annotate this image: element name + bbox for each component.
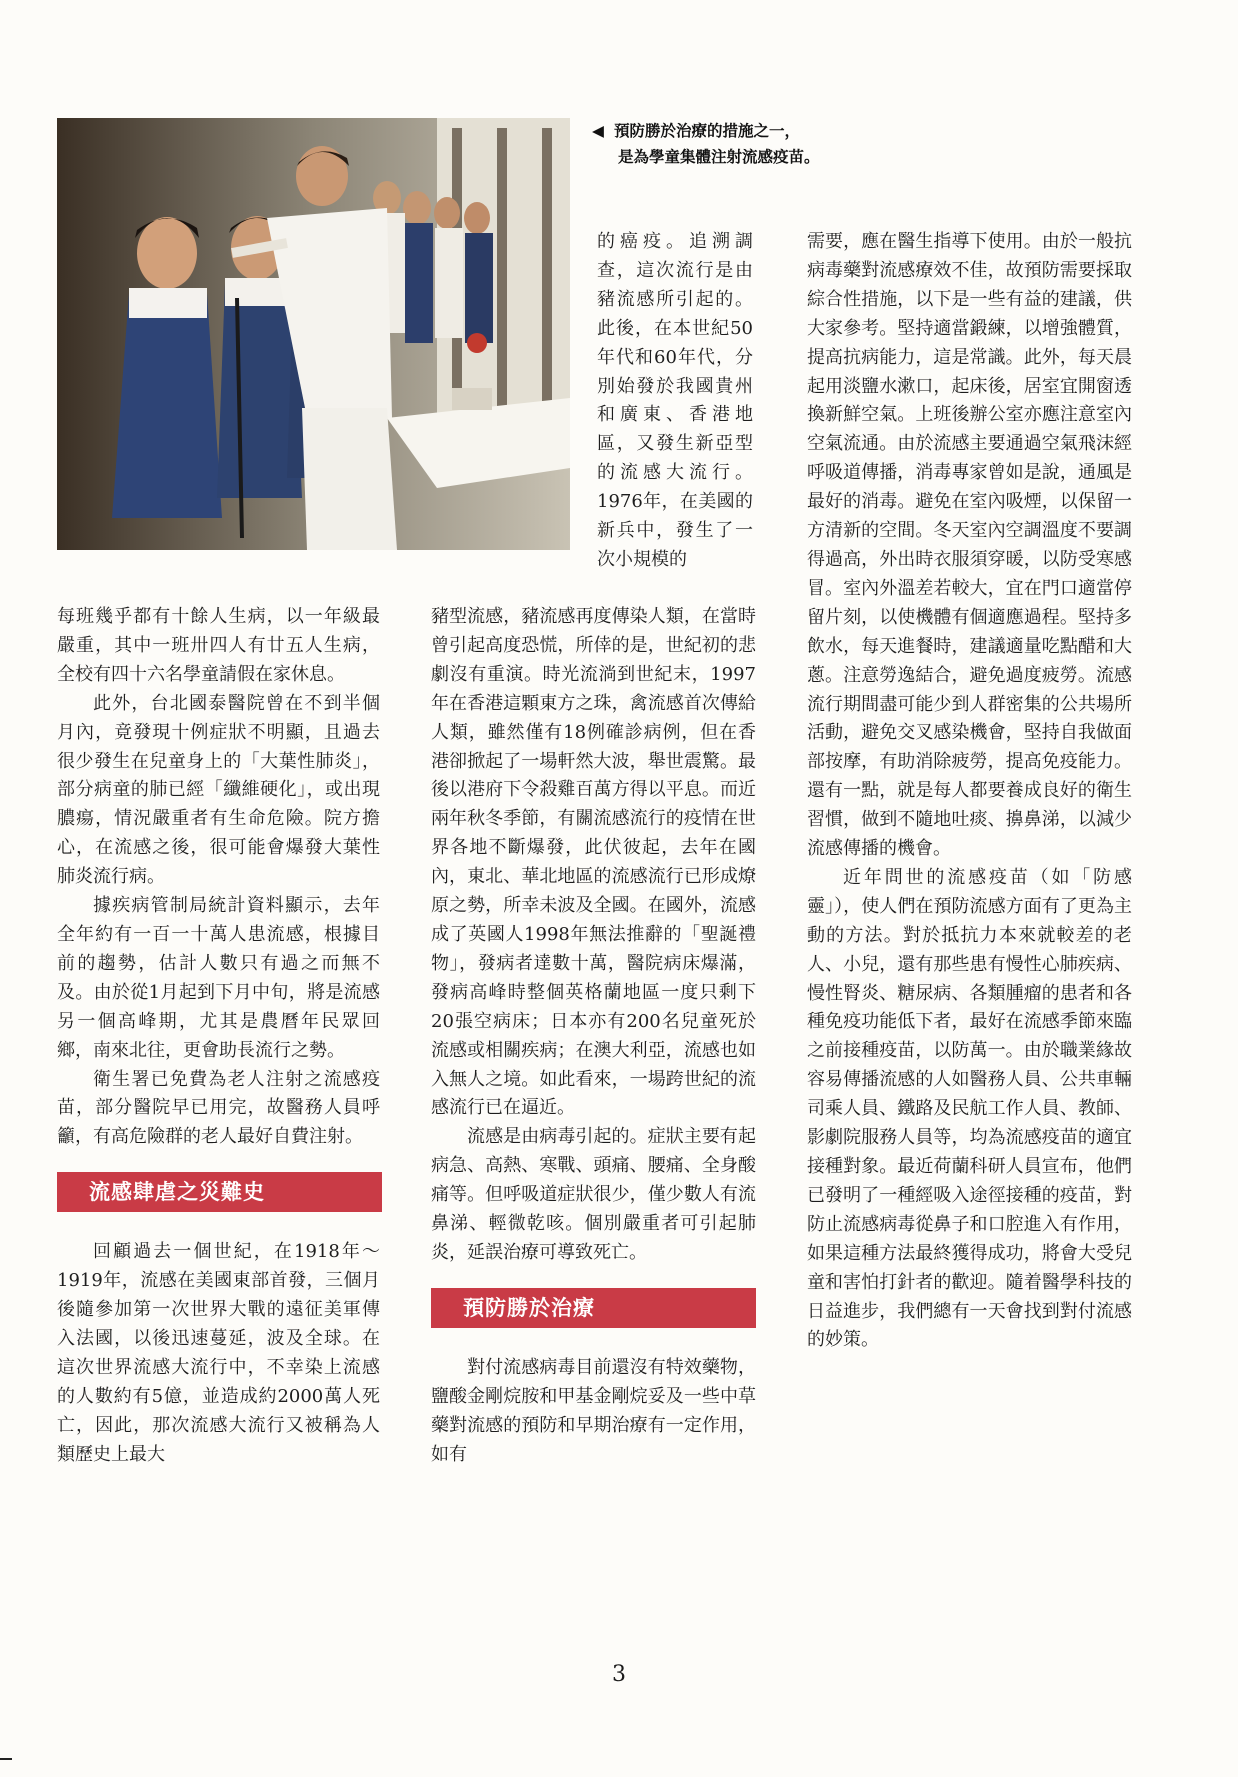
paragraph: 需要，應在醫生指導下使用。由於一般抗病毒藥對流感療效不佳，故預防需要採取綜合性措施，以下是一些有益的建議，供大家參考。堅持適當鍛練，以增強體質，提高抗病能力，這是常識。此外，每天晨起用淡鹽水漱口，起床後，居室宜開窗透換新鮮空氣。上班後辦公室亦應注意室內空氣流通。由於流感主要通過空氣飛沫經呼吸道傳播，消毒專家曾如是說，通風是最好的消毒。避免在室內吸煙，以保留一方清新的空間。冬天室內空調溫度不要調得過高，外出時衣服須穿暖，以防受寒感冒。室內外溫差若較大，宜在門口適當停留片刻，以使機體有個適應過程。堅持多飲水，每天進餐時，建議適量吃點醋和大蔥。注意勞逸結合，避免過度疲勞。流感流行期間盡可能少到人群密集的公共場所活動，避免交叉感染機會，堅持自我做面部按摩，有助消除疲勞，提高免疫能力。還有一點，就是每人都要養成良好的衛生習慣，做到不隨地吐痰、擤鼻涕，以減少流感傳播的機會。 bbox=[807, 231, 1132, 860]
paragraph: 每班幾乎都有十餘人生病，以一年級最嚴重，其中一班卅四人有廿五人生病，全校有四十六名學童請假在家休息。 bbox=[57, 606, 380, 685]
middle-column-top bbox=[597, 228, 753, 575]
paragraph: 此外，台北國泰醫院曾在不到半個月內，竟發現十例症狀不明顯，且過去很少發生在兒童身上的「大葉性肺炎」，部分病童的肺已經「纖維硬化」，或出現膿瘍，情況嚴重者有生命危險。院方擔心，在流感之後，很可能會爆發大葉性肺炎流行病。 bbox=[57, 692, 380, 888]
paragraph: 的癌疫。追溯調查，這次流行是由豬流感所引起的。此後，在本世紀50年代和60年代，分別始發於我國貴州和廣東、香港地區，又發生新亞型的流感大流行。1976年，在美國的新兵中，發生了一次小規模的 bbox=[597, 231, 753, 570]
paragraph: 對付流感病毒目前還沒有特效藥物，鹽酸金剛烷胺和甲基金剛烷妥及一些中草藥對流感的預防和早期治療有一定作用，如有 bbox=[431, 1356, 756, 1465]
paragraph: 流感是由病毒引起的。症狀主要有起病急、高熱、寒戰、頭痛、腰痛、全身酸痛等。但呼吸道症狀很少，僅少數人有流鼻涕、輕微乾咳。個別嚴重者可引起肺炎，延誤治療可導致死亡。 bbox=[431, 1126, 756, 1263]
paragraph: 衛生署已免費為老人注射之流感疫苗，部分醫院早已用完，故醫務人員呼籲，有高危險群的老人最好自費注射。 bbox=[57, 1068, 380, 1148]
section-heading-prevention: 預防勝於治療 bbox=[431, 1288, 756, 1328]
vaccination-photo bbox=[57, 118, 570, 550]
paragraph: 據疾病管制局統計資料顯示，去年全年約有一百一十萬人患流感，根據目前的趨勢，估計人數只有過之而無不及。由於從1月起到下月中旬，將是流感另一個高峰期，尤其是農曆年民眾回鄉，南來北往，更會助長流行之勢。 bbox=[57, 895, 380, 1061]
paragraph: 豬型流感，豬流感再度傳染人類，在當時曾引起高度恐慌，所倖的是，世紀初的悲劇沒有重演。時光流淌到世紀末，1997年在香港這顆東方之珠，禽流感首次傳給人類，雖然僅有18例確診病例，但在香港卻掀起了一場軒然大波，舉世震驚。最後以港府下令殺雞百萬方得以平息。而近兩年秋冬季節，有關流感流行的疫情在世界各地不斷爆發，此伏彼起，去年在國內，東北、華北地區的流感流行已形成燎原之勢，所幸未波及全國。在國外，流感成了英國人1998年無法推辭的「聖誕禮物」，發病者達數十萬，醫院病床爆滿，發病高峰時整個英格蘭地區一度只剩下20張空病床；日本亦有200名兒童死於流感或相關疾病；在澳大利亞，流感也如入無人之境。如此看來，一場跨世紀的流感流行已在逼近。 bbox=[431, 606, 756, 1119]
left-column bbox=[57, 603, 380, 1469]
middle-column bbox=[431, 603, 756, 1469]
paragraph: 回顧過去一個世紀，在1918年～1919年，流感在美國東部首發，三個月後隨參加第一次世界大戰的遠征美軍傳入法國，以後迅速蔓延，波及全球。在這次世界流感大流行中，不幸染上流感的人數約有5億，並造成約2000萬人死亡，因此，那次流感大流行又被稱為人類歷史上最大 bbox=[57, 1241, 380, 1465]
caption-arrow-icon: ◀ bbox=[592, 122, 604, 140]
photo-caption bbox=[592, 118, 912, 170]
caption-line-2: 是為學童集體注射流感疫苗。 bbox=[618, 148, 820, 166]
section-heading-history: 流感肆虐之災難史 bbox=[57, 1172, 382, 1212]
caption-line-1: 預防勝於治療的措施之一， bbox=[614, 122, 801, 140]
page-number: 3 bbox=[612, 1662, 626, 1687]
paragraph: 近年問世的流感疫苗（如「防感靈」），使人們在預防流感方面有了更為主動的方法。對於抵抗力本來就較差的老人、小兒，還有那些患有慢性心肺疾病、慢性腎炎、糖尿病、各類腫瘤的患者和各種免疫功能低下者，最好在流感季節來臨之前接種疫苗，以防萬一。由於職業緣故容易傳播流感的人如醫務人員、公共車輛司乘人員、鐵路及民航工作人員、教師、影劇院服務人員等，均為流感疫苗的適宜接種對象。最近荷蘭科研人員宣布，他們已發明了一種經吸入途徑接種的疫苗，對防止流感病毒從鼻子和口腔進入有作用，如果這種方法最終獲得成功，將會大受兒童和害怕打針者的歡迎。隨着醫學科技的日益進步，我們總有一天會找到對付流感的妙策。 bbox=[807, 866, 1132, 1351]
scan-mark bbox=[0, 1758, 12, 1760]
photo-illustration bbox=[57, 118, 570, 550]
right-column bbox=[807, 228, 1132, 1355]
